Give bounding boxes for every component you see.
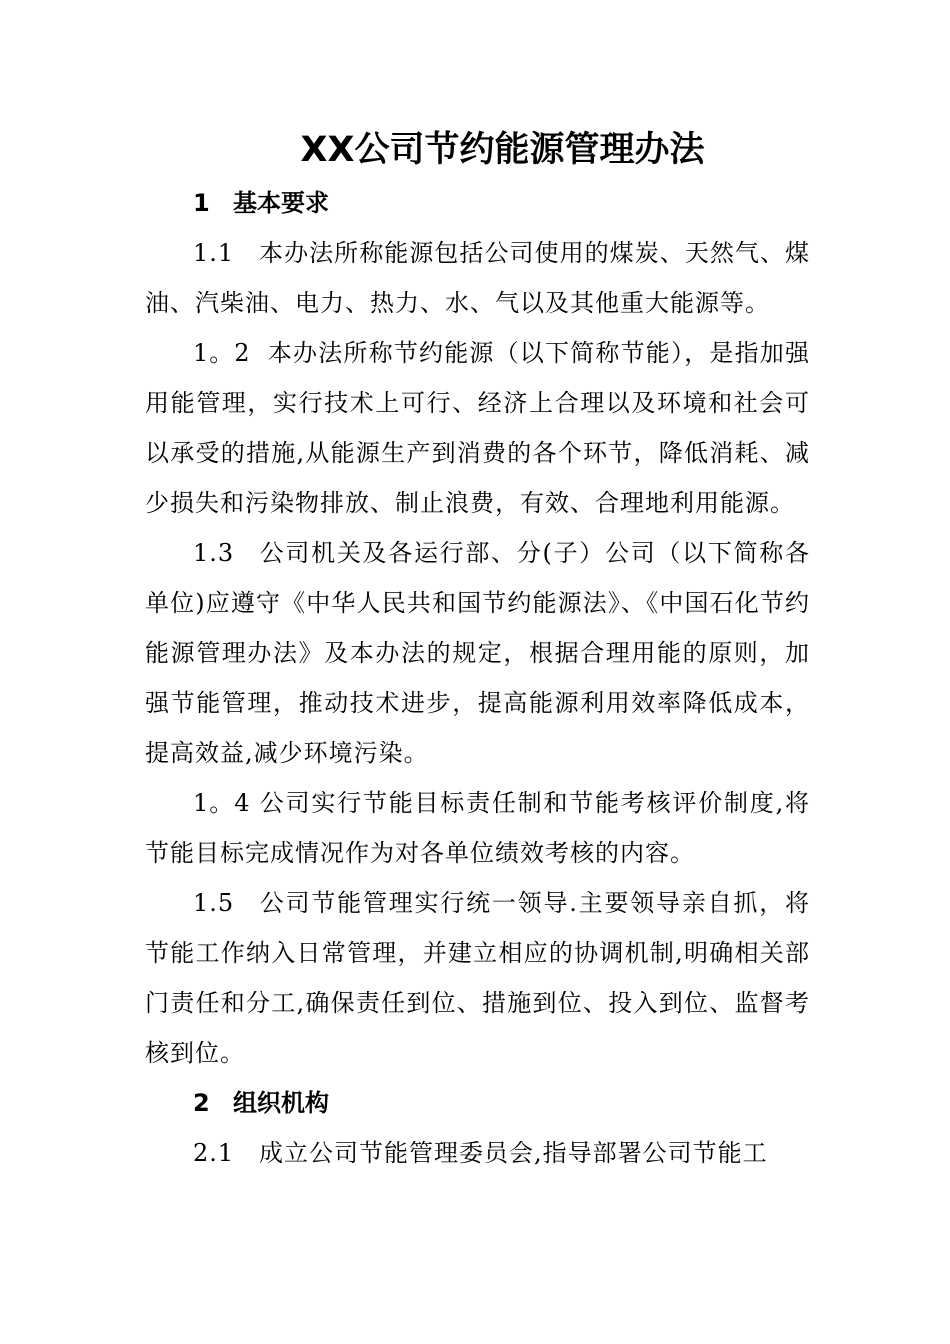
paragraph-1-5 (145, 878, 810, 1078)
paragraph-2-1 (145, 1128, 810, 1178)
section-heading-1 (145, 178, 810, 228)
clause-text: 成立公司节能管理委员会,指导部署公司节能工 (259, 1139, 768, 1167)
paragraph-1-3 (145, 528, 810, 778)
section-number: 1 (193, 189, 210, 217)
clause-number: 1。2 (193, 339, 251, 367)
clause-number: 2.1 (193, 1139, 235, 1167)
paragraph-1-1 (145, 228, 810, 328)
document-body (145, 128, 810, 1178)
clause-text: 公司实行节能目标责任制和节能考核评价制度,将节能目标完成情况作为对各单位绩效考核的内容。 (145, 789, 810, 867)
clause-number: 1.1 (193, 239, 235, 267)
section-title: 组织机构 (233, 1089, 329, 1117)
section-number: 2 (193, 1089, 210, 1117)
clause-number: 1。4 (193, 789, 251, 817)
paragraph-1-2 (145, 328, 810, 528)
clause-text: 本办法所称能源包括公司使用的煤炭、天然气、煤油、汽柴油、电力、热力、水、气以及其他重大能源等。 (145, 239, 810, 317)
clause-number: 1.3 (193, 539, 235, 567)
section-title: 基本要求 (233, 189, 329, 217)
clause-text: 公司节能管理实行统一领导.主要领导亲自抓，将节能工作纳入日常管理，并建立相应的协调机制,明确相关部门责任和分工,确保责任到位、措施到位、投入到位、监督考核到位。 (145, 889, 810, 1067)
clause-text: 公司机关及各运行部、分(子）公司（以下简称各单位)应遵守《中华人民共和国节约能源法》、《中国石化节约能源管理办法》及本办法的规定，根据合理用能的原则，加强节能管理，推动技术进步，提高能源利用效率降低成本，提高效益,减少环境污染。 (145, 539, 810, 767)
clause-number: 1.5 (193, 889, 235, 917)
document-title: XX公司节约能源管理办法 (300, 130, 705, 170)
section-heading-2 (145, 1078, 810, 1128)
clause-text: 本办法所称节约能源（以下简称节能），是指加强用能管理，实行技术上可行、经济上合理以及环境和社会可以承受的措施,从能源生产到消费的各个环节，降低消耗、减少损失和污染物排放、制止浪费，有效、合理地利用能源。 (145, 339, 810, 517)
paragraph-1-4 (145, 778, 810, 878)
